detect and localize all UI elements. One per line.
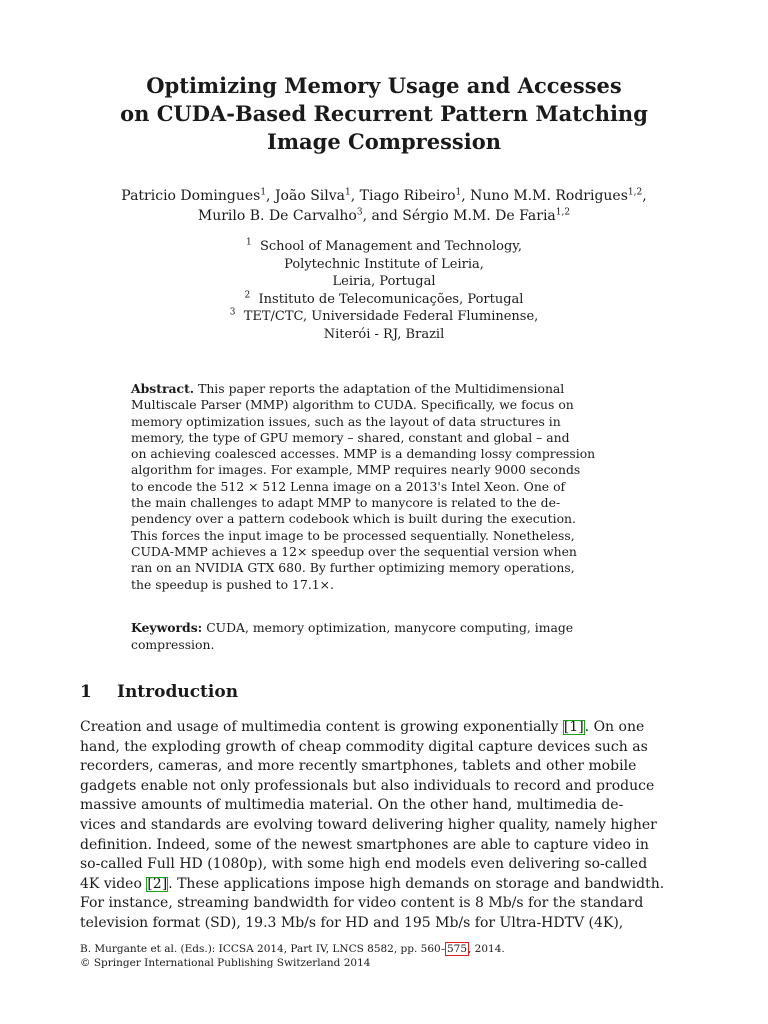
abstract-line: the speedup is pushed to 17.1×. [131, 576, 334, 592]
author-name: , Tiago Ribeiro [350, 188, 456, 204]
section-title: Introduction [117, 682, 239, 702]
affiliation-mark: 1 [245, 237, 252, 248]
body-line: vices and standards are evolving toward delivering higher quality, namely higher [80, 816, 657, 833]
citation-footer [80, 942, 505, 956]
abstract-line: ran on an NVIDIA GTX 680. By further optimizing memory operations, [131, 560, 575, 576]
body-line: television format (SD), 19.3 Mb/s for HD and 195 Mb/s for Ultra-HDTV (4K), [80, 914, 624, 931]
abstract-line [131, 381, 639, 397]
footer-text: B. Murgante et al. (Eds.): ICCSA 2014, Part IV, LNCS 8582, pp. 560– [80, 943, 446, 955]
author-name: , Nuno M.M. Rodrigues [461, 188, 628, 204]
authors-line-1 [40, 186, 728, 206]
keywords [131, 619, 639, 653]
page-footer [80, 942, 505, 970]
paper-title [60, 72, 708, 156]
author-affil-mark: 1,2 [555, 207, 571, 218]
body-text [80, 718, 688, 934]
affiliation-3-cont: Niterói - RJ, Brazil [323, 326, 445, 342]
section-number: 1 [80, 682, 92, 702]
affiliation-1 [100, 238, 668, 256]
author-affil-mark: 1 [260, 187, 267, 198]
title-line-1: Optimizing Memory Usage and Accesses [146, 73, 622, 98]
affiliation-1-cont: Polytechnic Institute of Leiria, [284, 256, 484, 272]
abstract-line: CUDA-MMP achieves a 12× speedup over the sequential version when [131, 543, 577, 559]
abstract-line: pendency over a pattern codebook which is built during the execution. [131, 511, 576, 527]
body-line: massive amounts of multimedia material. On the other hand, multimedia de- [80, 797, 624, 814]
author-affil-mark: 3 [356, 207, 363, 218]
title-line-2: on CUDA-Based Recurrent Pattern Matching [120, 101, 648, 126]
body-line: recorders, cameras, and more recently smartphones, tablets and other mobile [80, 758, 637, 775]
author-name: , and Sérgio M.M. De Faria [362, 208, 556, 224]
affiliation-mark: 3 [229, 307, 236, 318]
author-affil-mark: 1 [345, 187, 351, 198]
body-line: hand, the exploding growth of cheap commodity digital capture devices such as [80, 738, 648, 755]
body-line: For instance, streaming bandwidth for video content is 8 Mb/s for the standard [80, 895, 644, 912]
abstract-line: algorithm for images. For example, MMP requires nearly 9000 seconds [131, 462, 581, 478]
author-name: Patricio Domingues [121, 188, 261, 204]
authors-line-2 [40, 206, 728, 226]
abstract-line: the main challenges to adapt MMP to manycore is related to the de- [131, 495, 561, 511]
affiliation-mark: 2 [244, 290, 251, 301]
body-line: so-called Full HD (1080p), with some high end models even delivering so-called [80, 856, 648, 873]
keywords-line [131, 619, 639, 636]
keywords-text: CUDA, memory optimization, manycore computing, image [202, 620, 574, 635]
affiliation-text: School of Management and Technology, [259, 239, 523, 254]
keywords-label: Keywords: [131, 620, 203, 635]
copyright-line: © Springer International Publishing Switzerland 2014 [80, 957, 371, 969]
abstract-line: to encode the 512 × 512 Lenna image on a 2013's Intel Xeon. One of [131, 478, 566, 494]
body-line: gadgets enable not only professionals but also individuals to record and produce [80, 777, 655, 794]
affiliations [100, 238, 668, 343]
citation-link[interactable]: [1] [563, 719, 584, 735]
abstract [131, 381, 639, 593]
body-line: definition. Indeed, some of the newest smartphones are able to capture video in [80, 836, 649, 853]
body-line [80, 718, 688, 738]
author-list [40, 186, 728, 226]
abstract-line: on achieving coalesced accesses. MMP is a demanding lossy compression [131, 446, 596, 462]
author-name: Murilo B. De Carvalho [197, 208, 357, 224]
affiliation-3 [100, 308, 668, 326]
section-heading [80, 682, 238, 702]
author-name: , João Silva [266, 188, 346, 204]
body-text-run: Creation and usage of multimedia content is growing exponentially [80, 719, 563, 735]
affiliation-text: Instituto de Telecomunicações, Portugal [258, 291, 524, 307]
affiliation-1-cont: Leiria, Portugal [332, 274, 436, 289]
footer-text: , 2014. [468, 943, 505, 955]
author-separator: , [642, 188, 647, 204]
abstract-label: Abstract. [131, 381, 195, 396]
abstract-line: Multiscale Parser (MMP) algorithm to CUDA. Specifically, we focus on [131, 397, 574, 413]
abstract-line: memory optimization issues, such as the layout of data structures in [131, 413, 561, 429]
author-affil-mark: 1 [455, 187, 462, 198]
affiliation-2 [100, 291, 668, 309]
body-text-run: . On one [584, 719, 645, 735]
body-text-run: 4K video [80, 875, 147, 892]
title-line-3: Image Compression [267, 129, 501, 154]
citation-link[interactable]: [2] [147, 875, 168, 892]
abstract-line: memory, the type of GPU memory – shared, constant and global – and [131, 429, 570, 445]
author-affil-mark: 1,2 [627, 187, 643, 198]
abstract-text: This paper reports the adaptation of the Multidimensional [194, 381, 565, 396]
affiliation-text: TET/CTC, Universidade Federal Fluminense, [243, 309, 539, 324]
page-range-link[interactable]: 575 [446, 943, 467, 955]
keywords-line: compression. [131, 637, 215, 652]
body-text-run: . These applications impose high demands on storage and bandwidth. [168, 875, 665, 892]
abstract-line: This forces the input image to be processed sequentially. Nonetheless, [131, 527, 575, 543]
body-line [80, 875, 688, 895]
